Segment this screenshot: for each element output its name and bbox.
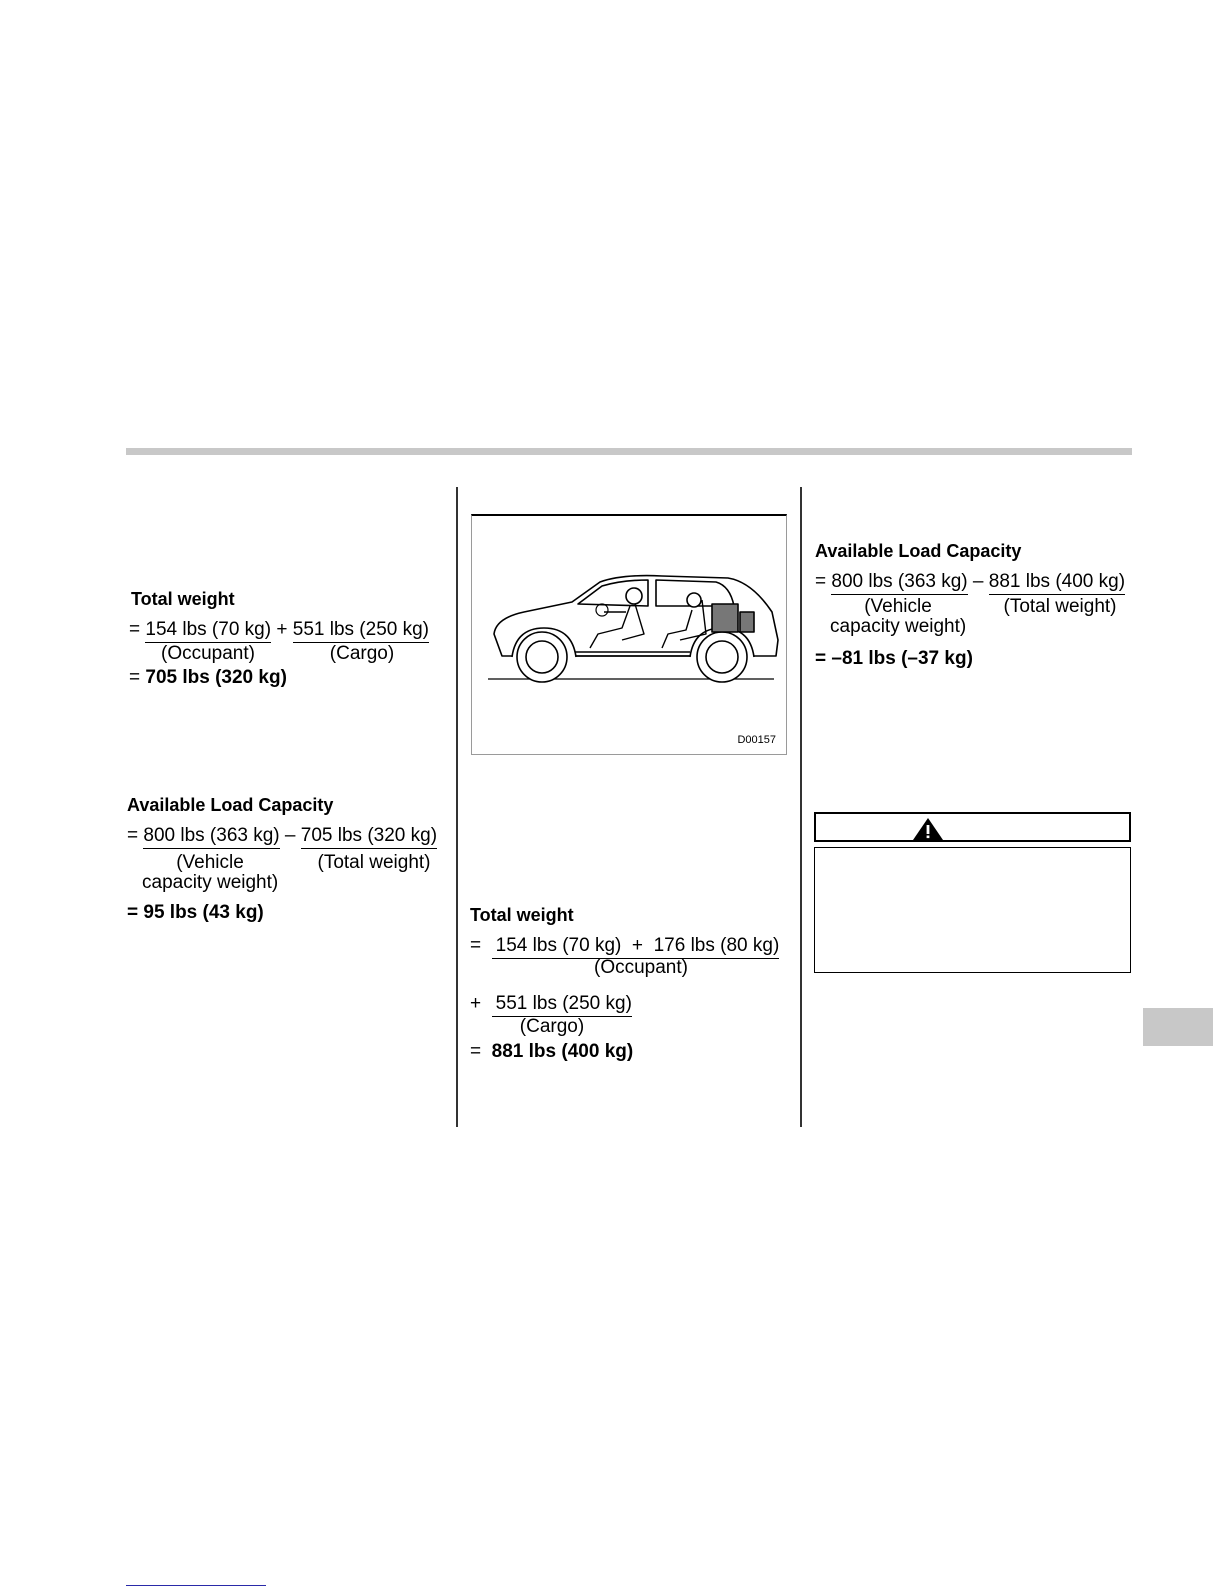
capacity-weight-label-2: capacity weight)	[830, 616, 967, 637]
total-weight-label-2: (Total weight)	[1003, 596, 1117, 617]
total-weight-term: 705 lbs (320 kg)	[301, 825, 437, 849]
available-load-equation: = 800 lbs (363 kg) – 705 lbs (320 kg)	[127, 826, 437, 845]
occupant-label-2: (Occupant)	[594, 957, 688, 978]
available-load-heading: Available Load Capacity	[127, 795, 334, 815]
total-weight-term-2: 881 lbs (400 kg)	[989, 571, 1125, 595]
cargo-label: (Cargo)	[329, 643, 395, 664]
total-weight-heading-2: Total weight	[470, 905, 574, 925]
vehicle-capacity-term-2: 800 lbs (363 kg)	[831, 571, 967, 595]
occupant-label: (Occupant)	[161, 643, 255, 664]
occupant-weight-term: 154 lbs (70 kg)	[145, 619, 271, 643]
cargo-weight-term: 551 lbs (250 kg)	[293, 619, 429, 643]
chapter-tab	[1143, 1008, 1213, 1046]
available-load-equation-2: = 800 lbs (363 kg) – 881 lbs (400 kg)	[815, 572, 1125, 591]
car-cross-section-illustration	[472, 516, 788, 757]
warning-triangle-icon	[912, 817, 944, 841]
cargo-label-2: (Cargo)	[519, 1016, 585, 1037]
header-rule	[126, 448, 1132, 455]
total-weight-label: (Total weight)	[317, 852, 431, 873]
total-weight-result: = 705 lbs (320 kg)	[129, 667, 287, 688]
cargo-weight-term-2: 551 lbs (250 kg)	[492, 993, 632, 1017]
available-load-heading-2: Available Load Capacity	[815, 541, 1022, 561]
vehicle-capacity-term: 800 lbs (363 kg)	[143, 825, 279, 849]
total-weight-result-2: = 881 lbs (400 kg)	[470, 1041, 634, 1062]
available-load-result-2: = –81 lbs (–37 kg)	[815, 648, 973, 669]
column-divider-2	[800, 487, 802, 1127]
cargo-equation-2: + 551 lbs (250 kg)	[470, 994, 632, 1013]
total-weight-heading: Total weight	[131, 589, 235, 609]
figure-code: D00157	[737, 734, 776, 746]
vehicle-load-figure	[471, 514, 787, 755]
total-weight-equation-2: = 154 lbs (70 kg) + 176 lbs (80 kg)	[470, 936, 779, 955]
available-load-result: = 95 lbs (43 kg)	[127, 902, 264, 923]
warning-box	[814, 847, 1131, 973]
vehicle-label-2: (Vehicle	[864, 596, 932, 617]
vehicle-label: (Vehicle	[176, 852, 244, 873]
capacity-weight-label: capacity weight)	[142, 872, 279, 893]
driver-weight-term: 154 lbs (70 kg) + 176 lbs (80 kg)	[492, 935, 780, 959]
warning-header	[814, 812, 1131, 842]
total-weight-equation: = 154 lbs (70 kg) + 551 lbs (250 kg)	[129, 620, 429, 639]
column-divider-1	[456, 487, 458, 1127]
